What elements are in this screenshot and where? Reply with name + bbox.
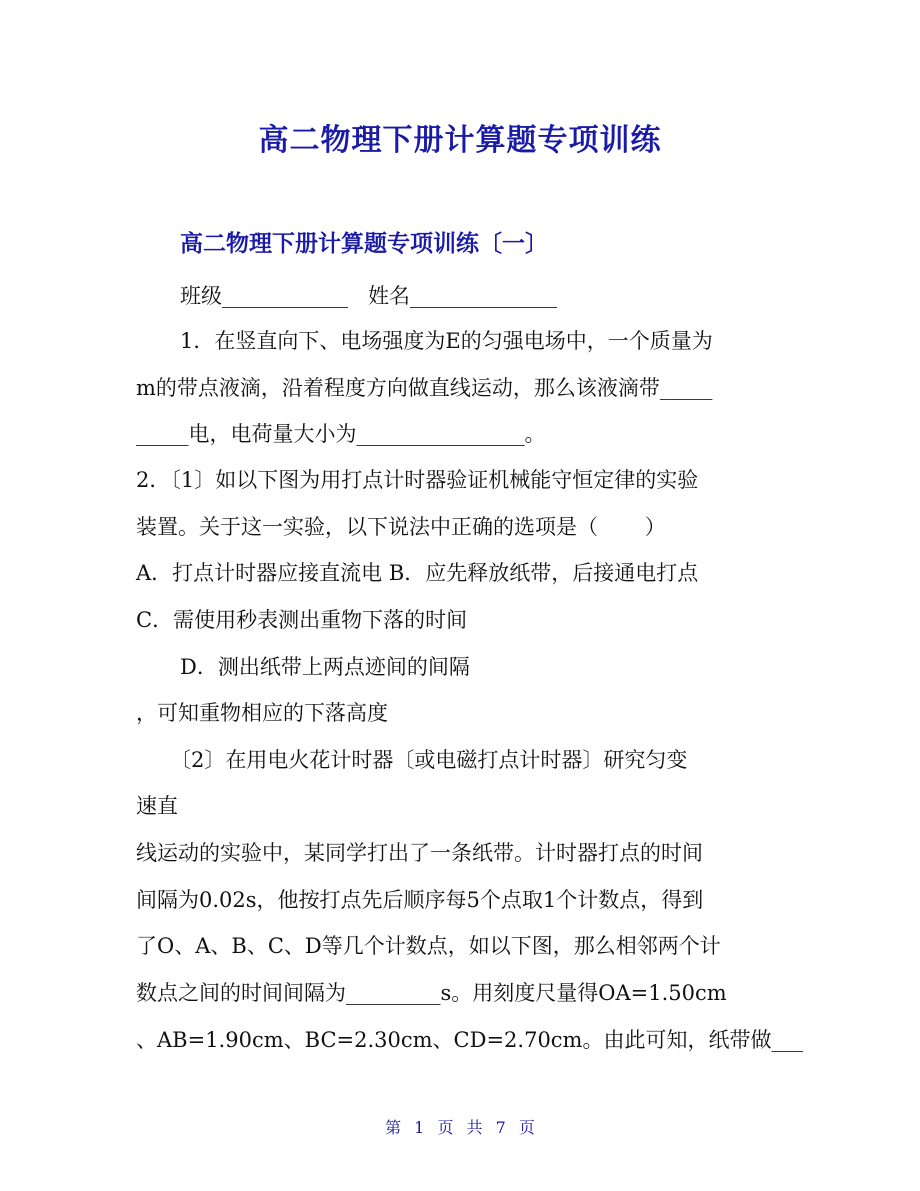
question-2-part-2-line-4: 间隔为0.02s，他按打点先后顺序每5个点取1个计数点，得到 — [136, 888, 704, 912]
class-name-line: 班级____________ 姓名______________ — [180, 284, 558, 308]
question-2-part-2-line-5: 了O、A、B、C、D等几个计数点，如以下图，那么相邻两个计 — [136, 934, 721, 958]
option-d-continued: ，可知重物相应的下落高度 — [136, 701, 388, 725]
page-title: 高二物理下册计算题专项训练 — [258, 123, 662, 158]
question-1-line-2: m的带点液滴，沿着程度方向做直线运动，那么该液滴带_____ — [136, 376, 713, 400]
question-2-part-2-line-2: 速直 — [136, 794, 178, 818]
question-2-line-2: 装置。关于这一实验，以下说法中正确的选项是（ ） — [136, 515, 666, 539]
option-c-line: C．需使用秒表测出重物下落的时间 — [136, 608, 468, 632]
question-2-part-2-line-3: 线运动的实验中，某同学打出了一条纸带。计时器打点的时间 — [136, 841, 703, 865]
question-2-part-2-line-7: 、AB=1.90cm、BC=2.30cm、CD=2.70cm。由此可知，纸带做___ — [136, 1028, 803, 1052]
question-1-line-1: 1．在竖直向下、电场强度为E的匀强电场中，一个质量为 — [180, 329, 713, 353]
page-footer: 第 1 页 共 7 页 — [385, 1118, 535, 1137]
question-1-line-3: _____电，电荷量大小为________________。 — [136, 422, 546, 446]
option-d-line: D．测出纸带上两点迹间的间隔 — [180, 655, 470, 679]
question-2-line-1: 2．〔1〕如以下图为用打点计时器验证机械能守恒定律的实验 — [136, 468, 699, 492]
question-2-part-2-line-1: 〔2〕在用电火花计时器〔或电磁打点计时器〕研究匀变 — [170, 748, 688, 772]
section-subtitle: 高二物理下册计算题专项训练〔一〕 — [180, 231, 548, 257]
option-a-b-line: A．打点计时器应接直流电 B．应先释放纸带，后接通电打点 — [136, 561, 699, 585]
question-2-part-2-line-6: 数点之间的时间间隔为_________s。用刻度尺量得OA=1.50cm — [136, 981, 727, 1005]
